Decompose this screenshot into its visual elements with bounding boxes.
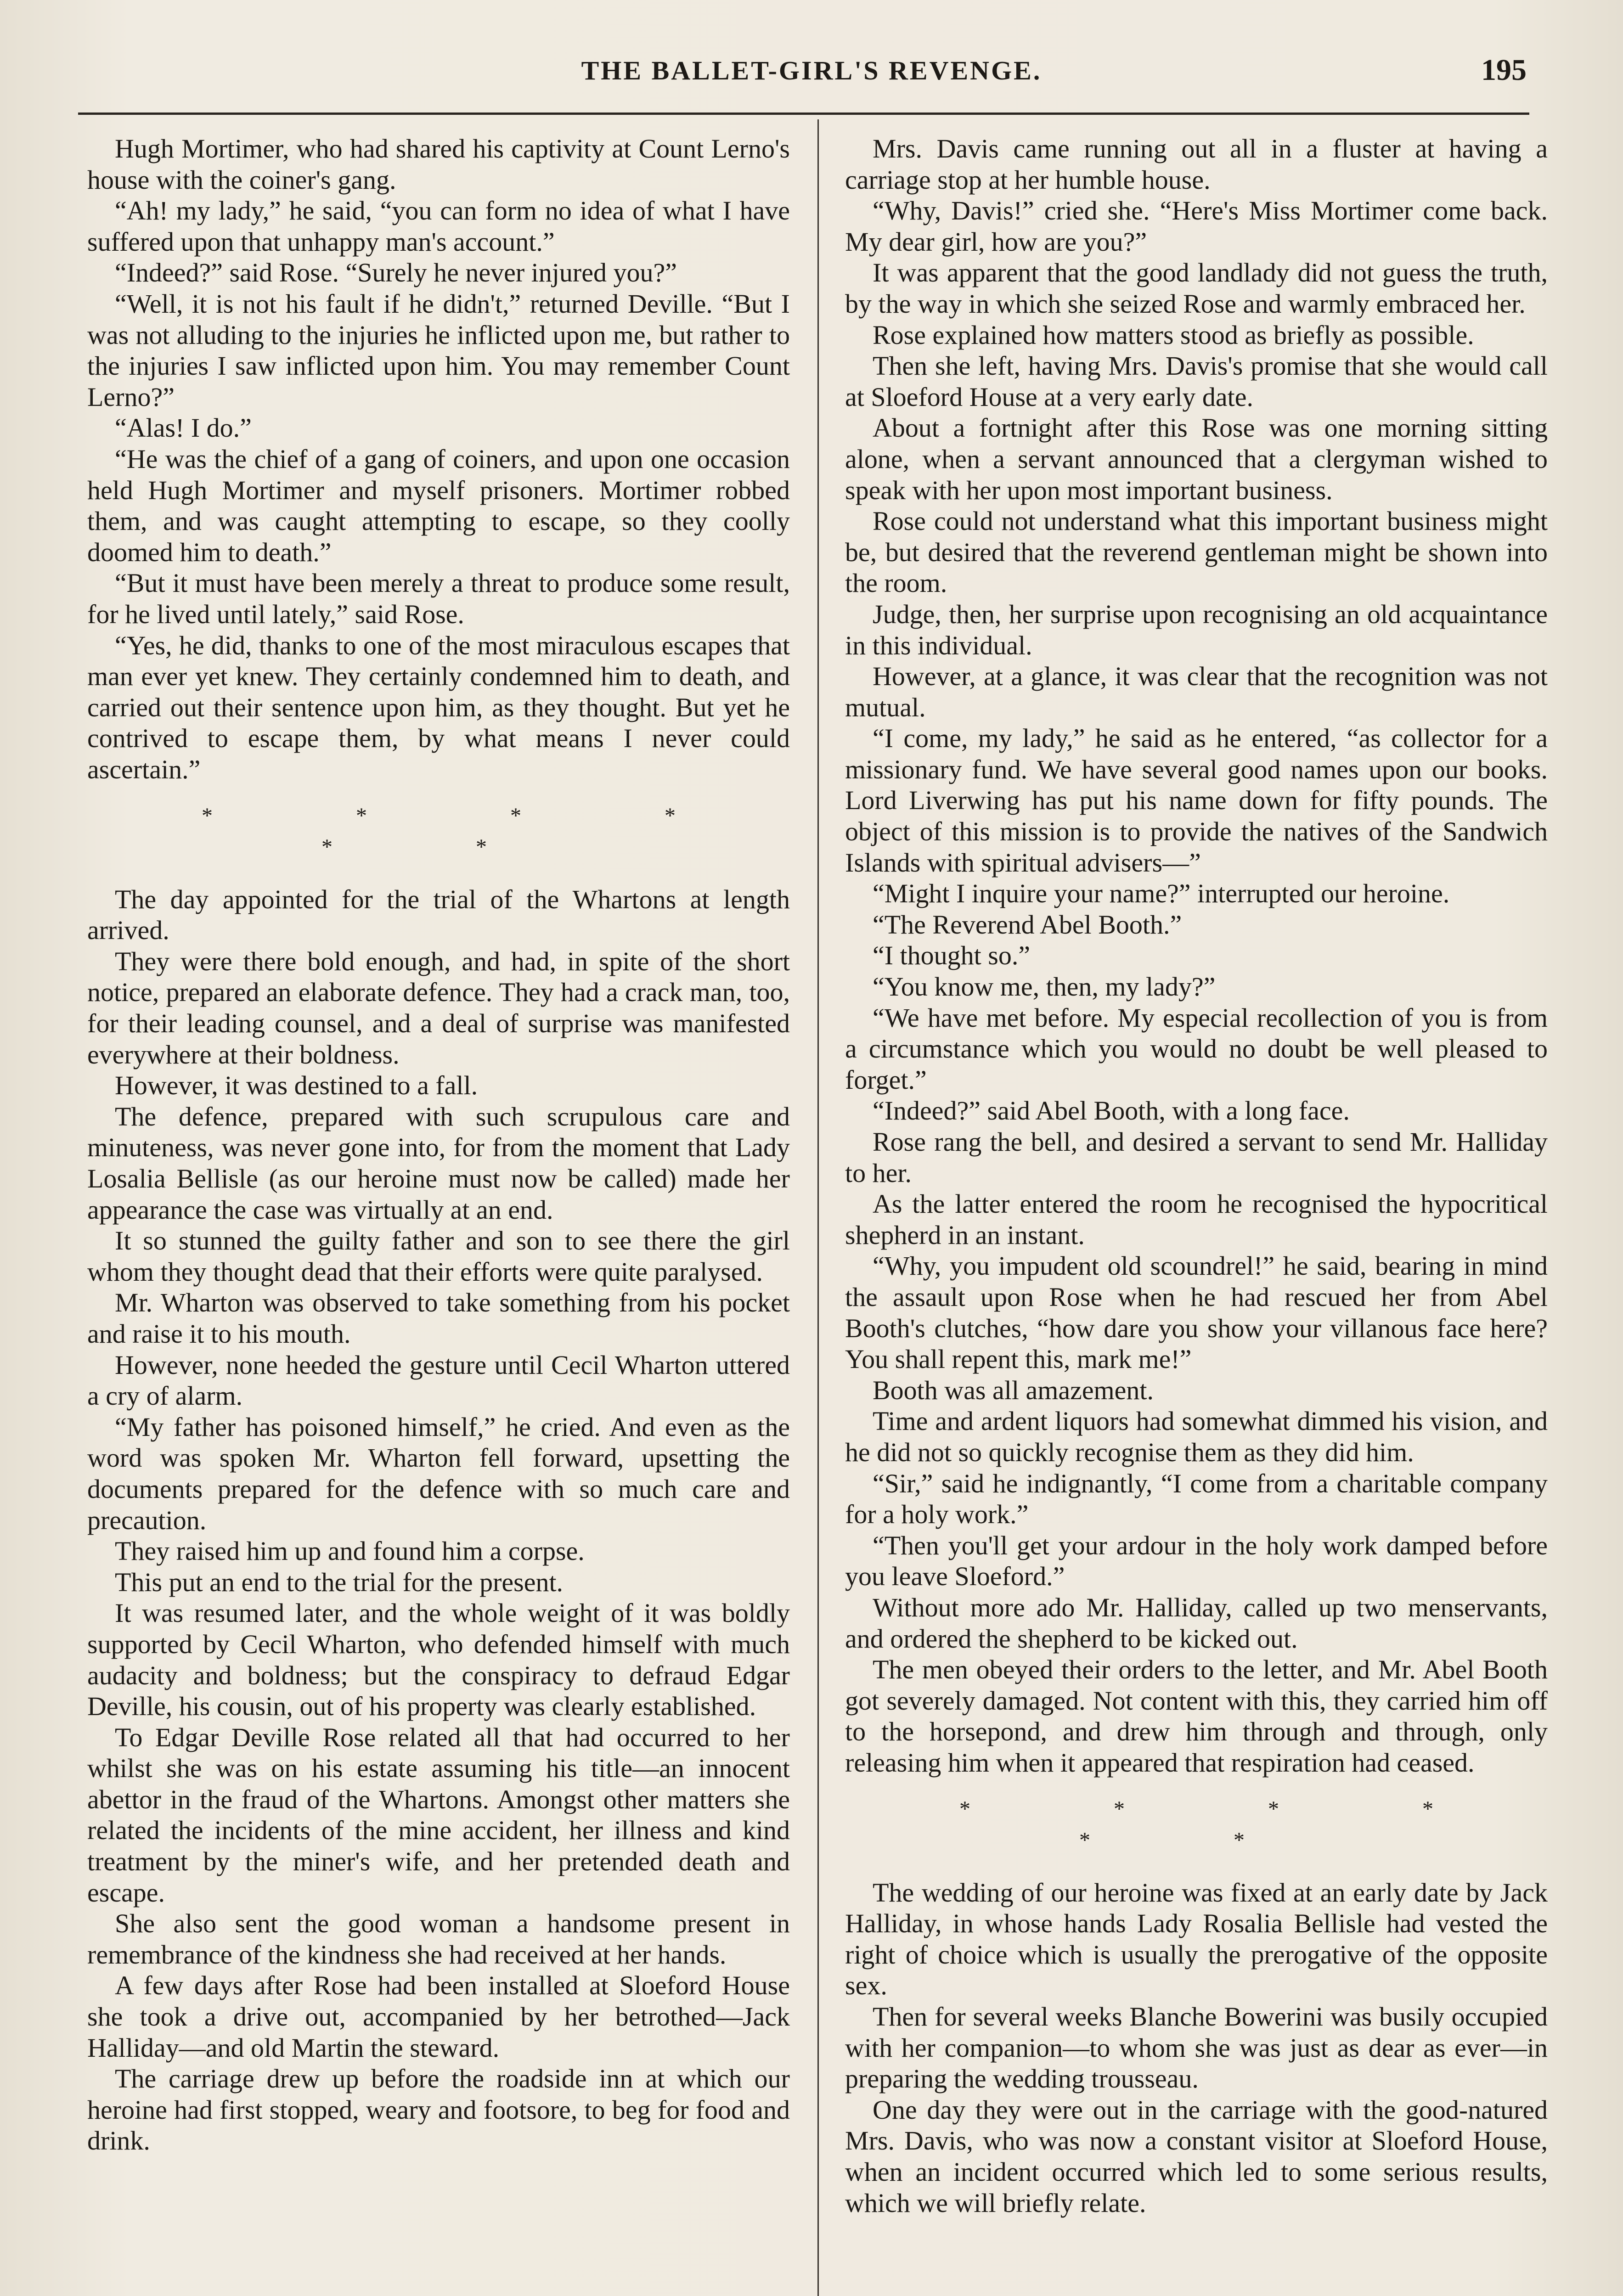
paragraph: She also sent the good woman a handsome present in remembrance of the kindness she had received at her hands. bbox=[87, 1908, 790, 1970]
page-number: 195 bbox=[1481, 53, 1527, 87]
paragraph: To Edgar Deville Rose related all that had occurred to her whilst she was on his estate assuming his title—an innocent abettor in the fraud of the Whartons. Amongst other matters she related the incidents of the mine accident, her illness and kind treatment by the miner's wife, and her pretended death and escape. bbox=[87, 1722, 790, 1908]
paragraph: Hugh Mortimer, who had shared his captivity at Count Lerno's house with the coiner's gang. bbox=[87, 134, 790, 195]
paragraph: “Sir,” said he indignantly, “I come from a charitable company for a holy work.” bbox=[845, 1468, 1548, 1530]
paragraph: “I come, my lady,” he said as he entered, “as collector for a missionary fund. We have several good names upon our books. Lord Liverwing has put his name down for fifty pounds. The object of this mission is to provide the natives of the Sandwich Islands with spiritual advisers—” bbox=[845, 723, 1548, 878]
section-break-asterisks: * * * * * * bbox=[202, 804, 744, 860]
left-text-column bbox=[87, 133, 790, 2156]
paragraph: “Indeed?” said Rose. “Surely he never injured you?” bbox=[115, 258, 677, 288]
paragraph: It was resumed later, and the whole weight of it was boldly supported by Cecil Wharton, who defended himself with much audacity and boldness; but the conspiracy to defraud Edgar Deville, his cousin, out of his property was clearly established. bbox=[87, 1598, 790, 1722]
paragraph: Rose could not understand what this important business might be, but desired that the reverend gentleman might be shown into the room. bbox=[845, 506, 1548, 598]
paragraph: Booth was all amazement. bbox=[873, 1375, 1154, 1405]
paragraph: “I thought so.” bbox=[873, 940, 1031, 971]
paragraph: The defence, prepared with such scrupulous care and minuteness, was never gone into, for from the moment that Lady Losalia Bellisle (as our heroine must now be called) made her appearance the case was virtually at an end. bbox=[87, 1101, 790, 1225]
paragraph: It so stunned the guilty father and son to see there the girl whom they thought dead that their efforts were quite paralysed. bbox=[87, 1226, 790, 1287]
paragraph: “Well, it is not his fault if he didn't,” returned Deville. “But I was not alluding to the injuries he inflicted upon me, but rather to the injuries I saw inflicted upon him. You may remember Count Lerno?” bbox=[87, 288, 790, 412]
paragraph: However, at a glance, it was clear that the recognition was not mutual. bbox=[845, 661, 1548, 722]
paragraph: “My father has poisoned himself,” he cried. And even as the word was spoken Mr. Wharton fell forward, upsetting the documents prepared for the defence with so much care and precaution. bbox=[87, 1412, 790, 1535]
paragraph: Rose rang the bell, and desired a servant to send Mr. Halliday to her. bbox=[845, 1127, 1548, 1188]
paragraph: This put an end to the trial for the present. bbox=[115, 1567, 564, 1597]
paragraph: The men obeyed their orders to the letter, and Mr. Abel Booth got severely damaged. Not content with this, they carried him off to the horsepond, and drew him through and through, only releasing him when it appeared that respiration had ceased. bbox=[845, 1654, 1548, 1778]
paragraph: “Yes, he did, thanks to one of the most miraculous escapes that man ever yet knew. They certainly condemned him to death, and carried out their sentence upon him, as they thought. But yet he contrived to escape them, by what means I never could ascertain.” bbox=[87, 630, 790, 784]
paragraph: “We have met before. My especial recollection of you is from a circumstance which you would no doubt be well pleased to forget.” bbox=[845, 1002, 1548, 1095]
paragraph: “Alas! I do.” bbox=[115, 413, 252, 443]
paragraph: “Why, you impudent old scoundrel!” he said, bearing in mind the assault upon Rose when he had rescued her from Abel Booth's clutches, “how dare you show your villanous face here? You shall repent this, mark me!” bbox=[845, 1251, 1548, 1374]
paragraph: “But it must have been merely a threat to produce some result, for he lived until lately,” said Rose. bbox=[87, 568, 790, 629]
paragraph: Then she left, having Mrs. Davis's promise that she would call at Sloeford House at a very early date. bbox=[845, 351, 1548, 412]
paragraph: “You know me, then, my lady?” bbox=[873, 972, 1216, 1002]
paragraph: The wedding of our heroine was fixed at an early date by Jack Halliday, in whose hands Lady Rosalia Bellisle had vested the right of choice which is usually the prerogative of the opposite sex. bbox=[845, 1877, 1548, 2001]
paragraph: The carriage drew up before the roadside inn at which our heroine had first stopped, weary and footsore, to beg for food and drink. bbox=[87, 2064, 790, 2156]
section-break-asterisks: * * * * * * bbox=[959, 1797, 1502, 1853]
paragraph: “Then you'll get your ardour in the holy work damped before you leave Sloeford.” bbox=[845, 1530, 1548, 1592]
paragraph: “Might I inquire your name?” interrupted our heroine. bbox=[873, 878, 1450, 909]
running-head-title: THE BALLET-GIRL'S REVENGE. bbox=[581, 56, 1042, 85]
paragraph: “Ah! my lady,” he said, “you can form no idea of what I have suffered upon that unhappy man's account.” bbox=[87, 196, 790, 257]
paragraph: A few days after Rose had been installed at Sloeford House she took a drive out, accompanied by her betrothed—Jack Halliday—and old Martin the steward. bbox=[87, 1970, 790, 2063]
paragraph: Without more ado Mr. Halliday, called up two menservants, and ordered the shepherd to be kicked out. bbox=[845, 1592, 1548, 1654]
paragraph: As the latter entered the room he recognised the hypocritical shepherd in an instant. bbox=[845, 1189, 1548, 1250]
paragraph: “Why, Davis!” cried she. “Here's Miss Mortimer come back. My dear girl, how are you?” bbox=[845, 196, 1548, 257]
paragraph: Then for several weeks Blanche Bowerini was busily occupied with her companion—to whom she was just as dear as ever—in preparing the wedding trousseau. bbox=[845, 2002, 1548, 2094]
paragraph: It was apparent that the good landlady did not guess the truth, by the way in which she seized Rose and warmly embraced her. bbox=[845, 258, 1548, 319]
paragraph: The day appointed for the trial of the Whartons at length arrived. bbox=[87, 884, 790, 945]
paragraph: They were there bold enough, and had, in spite of the short notice, prepared an elaborate defence. They had a crack man, too, for their leading counsel, and a deal of surprise was manifested everywhere at their boldness. bbox=[87, 946, 790, 1069]
paragraph: However, none heeded the gesture until Cecil Wharton uttered a cry of alarm. bbox=[87, 1350, 790, 1411]
paragraph: Time and ardent liquors had somewhat dimmed his vision, and he did not so quickly recognise them as they did him. bbox=[845, 1406, 1548, 1467]
paragraph: “He was the chief of a gang of coiners, and upon one occasion held Hugh Mortimer and myself prisoners. Mortimer robbed them, and was caught attempting to escape, so they coolly doomed him to death.” bbox=[87, 444, 790, 567]
paragraph: One day they were out in the carriage with the good-natured Mrs. Davis, who was now a constant visitor at Sloeford House, when an incident occurred which led to some serious results, which we will briefly relate. bbox=[845, 2094, 1548, 2218]
paragraph: However, it was destined to a fall. bbox=[115, 1070, 478, 1101]
paragraph: Rose explained how matters stood as briefly as possible. bbox=[873, 320, 1474, 350]
header-rule bbox=[78, 113, 1529, 115]
paragraph: “The Reverend Abel Booth.” bbox=[873, 909, 1182, 940]
paragraph: They raised him up and found him a corpse. bbox=[115, 1536, 585, 1566]
paragraph: Mrs. Davis came running out all in a fluster at having a carriage stop at her humble house. bbox=[845, 134, 1548, 195]
right-text-column bbox=[845, 133, 1548, 2218]
paragraph: “Indeed?” said Abel Booth, with a long face. bbox=[873, 1096, 1350, 1126]
paragraph: Judge, then, her surprise upon recognising an old acquaintance in this individual. bbox=[845, 599, 1548, 660]
paragraph: About a fortnight after this Rose was one morning sitting alone, when a servant announced that a clergyman wished to speak with her upon most important business. bbox=[845, 413, 1548, 505]
column-divider bbox=[817, 119, 819, 2296]
paragraph: Mr. Wharton was observed to take something from his pocket and raise it to his mouth. bbox=[87, 1288, 790, 1349]
